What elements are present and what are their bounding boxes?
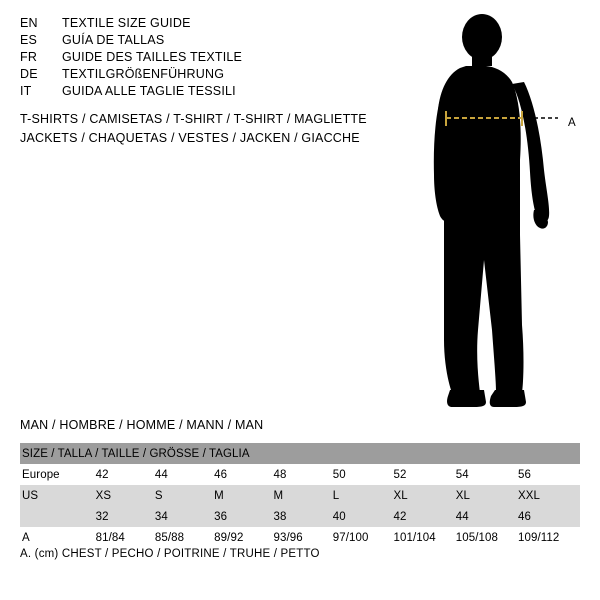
footnote-chest: A. (cm) CHEST / PECHO / POITRINE / TRUHE / PETTO [20, 548, 320, 560]
table-cell: 40 [333, 506, 394, 527]
row-label: A [20, 527, 96, 548]
table-cell: 97/100 [333, 527, 394, 548]
garment-categories [20, 110, 420, 148]
legend-code: EN [20, 16, 38, 30]
legend-code: DE [20, 67, 38, 81]
table-cell: 105/108 [456, 527, 518, 548]
legend-code: ES [20, 33, 38, 47]
table-cell: 32 [96, 506, 155, 527]
legend-text: GUÍA DE TALLAS [62, 33, 165, 47]
table-cell: 54 [456, 464, 518, 485]
legend-row [20, 49, 350, 66]
table-title-man: MAN / HOMBRE / HOMME / MANN / MAN [20, 418, 264, 432]
legend-text: GUIDE DES TAILLES TEXTILE [62, 50, 243, 64]
legend-row [20, 32, 350, 49]
table-cell: 46 [214, 464, 273, 485]
legend-text: GUIDA ALLE TAGLIE TESSILI [62, 84, 236, 98]
category-jackets: JACKETS / CHAQUETAS / VESTES / JACKEN / GIACCHE [20, 131, 360, 145]
silhouette-icon [400, 10, 590, 410]
table-header-label: SIZE / TALLA / TAILLE / GRÖSSE / TAGLIA [20, 443, 580, 464]
table-cell: 81/84 [96, 527, 155, 548]
table-cell: L [333, 485, 394, 506]
legend-row [20, 66, 350, 83]
legend-text: TEXTILGRÖßENFÜHRUNG [62, 67, 225, 81]
legend-text: TEXTILE SIZE GUIDE [62, 16, 191, 30]
table-cell: M [273, 485, 332, 506]
table-cell: 50 [333, 464, 394, 485]
legend-code: FR [20, 50, 38, 64]
table-cell: 36 [214, 506, 273, 527]
legend-row [20, 83, 350, 100]
row-label: Europe [20, 464, 96, 485]
table-cell: 56 [518, 464, 580, 485]
measure-label-a: A [568, 117, 577, 129]
table-cell: XL [456, 485, 518, 506]
row-label [20, 506, 96, 527]
table-cell: 44 [155, 464, 214, 485]
table-cell: 101/104 [394, 527, 456, 548]
table-cell: 34 [155, 506, 214, 527]
table-cell: 48 [273, 464, 332, 485]
table-cell: 93/96 [273, 527, 332, 548]
table-cell: 42 [394, 506, 456, 527]
table-row [20, 485, 580, 506]
man-silhouette-figure [400, 10, 590, 410]
table-cell: 89/92 [214, 527, 273, 548]
table-cell: 38 [273, 506, 332, 527]
table-cell: XL [394, 485, 456, 506]
row-label: US [20, 485, 96, 506]
table-cell: M [214, 485, 273, 506]
language-legend [20, 15, 350, 100]
table-row [20, 464, 580, 485]
table-cell: 46 [518, 506, 580, 527]
table-row [20, 506, 580, 527]
table-cell: XXL [518, 485, 580, 506]
category-tshirts: T-SHIRTS / CAMISETAS / T-SHIRT / T-SHIRT / MAGLIETTE [20, 112, 367, 126]
table-cell: XS [96, 485, 155, 506]
table-cell: 44 [456, 506, 518, 527]
size-table [20, 443, 580, 548]
legend-row [20, 15, 350, 32]
table-cell: 109/112 [518, 527, 580, 548]
table-cell: 85/88 [155, 527, 214, 548]
table-cell: 52 [394, 464, 456, 485]
table-header-row [20, 443, 580, 464]
table-cell: S [155, 485, 214, 506]
table-row [20, 527, 580, 548]
legend-code: IT [20, 84, 32, 98]
table-cell: 42 [96, 464, 155, 485]
